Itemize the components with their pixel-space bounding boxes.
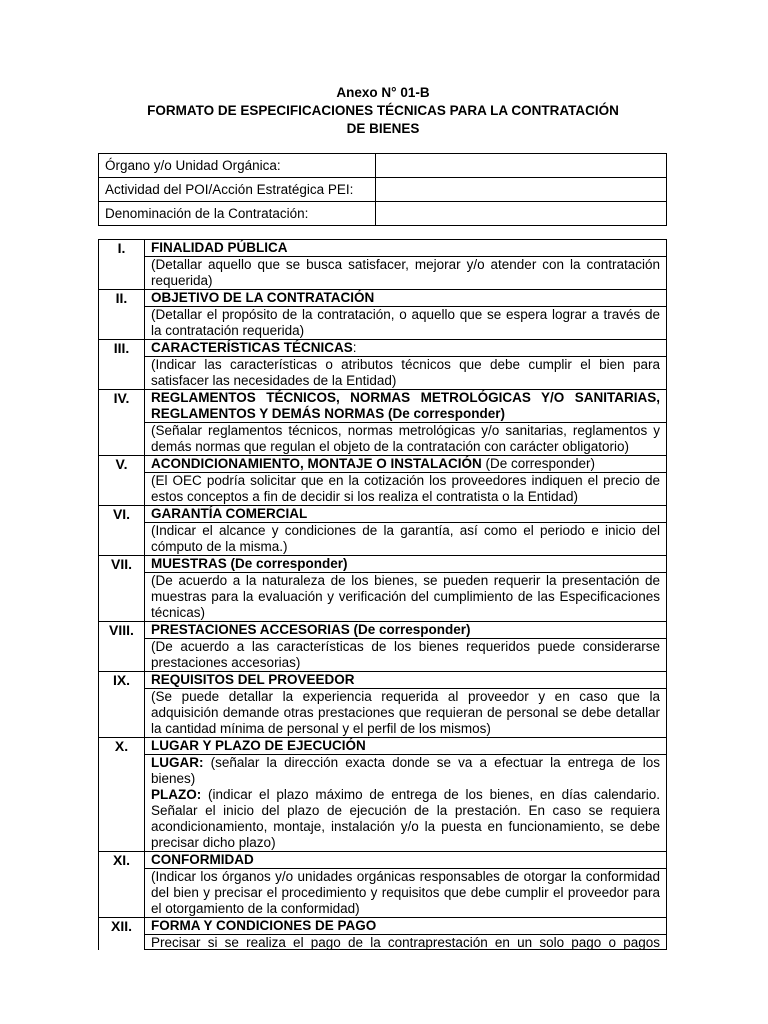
- section-description: (Detallar el propósito de la contratación, o aquello que se espera lograr a través de la contratación requerida): [145, 307, 667, 340]
- section-description-cell: [145, 935, 667, 950]
- section-title: REQUISITOS DEL PROVEEDOR: [145, 672, 667, 689]
- section-description: (Indicar las características o atributos técnicos que debe cumplir el bien para satisfacer las necesidades de la Entidad): [145, 357, 667, 390]
- info-value-field[interactable]: [376, 154, 667, 178]
- section-title: REGLAMENTOS TÉCNICOS, NORMAS METROLÓGICAS Y/O SANITARIAS, REGLAMENTOS Y DEMÁS NORMAS (De corresponder): [145, 390, 667, 423]
- plazo-text: (indicar el plazo máximo de entrega de los bienes, en días calendario. Señalar el inicio del plazo de ejecución de la prestación. En caso se requiera acondicionamiento, montaje, instalación y/o la puesta en funcionamiento, se debe precisar dicho plazo): [151, 787, 660, 850]
- document-title-line1: FORMATO DE ESPECIFICACIONES TÉCNICAS PARA LA CONTRATACIÓN: [147, 103, 619, 118]
- section-title-row: [99, 240, 667, 257]
- section-title-row: [99, 456, 667, 473]
- section-description: (Indicar el alcance y condiciones de la garantía, así como el periodo e inicio del cómputo de la misma.): [145, 523, 667, 556]
- section-desc-row: [99, 523, 667, 556]
- section-number: VIII.: [99, 622, 145, 672]
- info-table: [98, 153, 667, 226]
- section-title: PRESTACIONES ACCESORIAS (De corresponder): [145, 622, 667, 639]
- section-desc-row: [99, 473, 667, 506]
- info-value-field[interactable]: [376, 202, 667, 226]
- section-number: XI.: [99, 852, 145, 918]
- section-title: FORMA Y CONDICIONES DE PAGO: [145, 918, 667, 935]
- section-desc-row: [99, 869, 667, 918]
- section-title-row: [99, 290, 667, 307]
- section-number: IX.: [99, 672, 145, 738]
- section-title: ACONDICIONAMIENTO, MONTAJE O INSTALACIÓN: [151, 456, 482, 471]
- section-title-row: [99, 852, 667, 869]
- plazo-label: PLAZO:: [151, 787, 202, 802]
- lugar-label: LUGAR:: [151, 755, 204, 770]
- section-description: (Detallar aquello que se busca satisfacer, mejorar y/o atender con la contratación requerida): [145, 257, 667, 290]
- section-desc-row: [99, 307, 667, 340]
- section-title-row: [99, 738, 667, 755]
- document-heading: [98, 84, 668, 138]
- info-label: Actividad del POI/Acción Estratégica PEI:: [99, 178, 376, 202]
- section-desc-row: [99, 357, 667, 390]
- section-title: MUESTRAS (De corresponder): [145, 556, 667, 573]
- section-desc-row: [99, 573, 667, 622]
- section-desc-row: [99, 639, 667, 672]
- info-row: [99, 178, 667, 202]
- section-title-row: [99, 390, 667, 423]
- section-number: VI.: [99, 506, 145, 556]
- section-title-row: [99, 622, 667, 639]
- section-title-cell: [145, 340, 667, 357]
- section-title-row: [99, 556, 667, 573]
- info-label: Órgano y/o Unidad Orgánica:: [99, 154, 376, 178]
- section-number: VII.: [99, 556, 145, 622]
- section-desc-row: [99, 935, 667, 950]
- section-title-suffix: :: [352, 340, 357, 355]
- section-title-row: [99, 672, 667, 689]
- section-title: CARACTERÍSTICAS TÉCNICAS: [151, 340, 353, 355]
- section-desc-row: [99, 257, 667, 290]
- section-title-suffix: (De corresponder): [481, 456, 596, 471]
- section-description: (Señalar reglamentos técnicos, normas metrológicas y/o sanitarias, reglamentos y demás normas que regulan el objeto de la contratación con carácter obligatorio): [145, 423, 667, 456]
- section-title-row: [99, 506, 667, 523]
- lugar-text: (señalar la dirección exacta donde se va a efectuar la entrega de los bienes): [151, 755, 660, 786]
- section-number: I.: [99, 240, 145, 290]
- section-description: Precisar si se realiza el pago de la contraprestación en un solo pago o pagos: [151, 935, 660, 949]
- section-number: XII.: [99, 918, 145, 950]
- section-description: (De acuerdo a las características de los bienes requeridos puede considerarse prestaciones accesorias): [145, 639, 667, 672]
- info-row: [99, 202, 667, 226]
- section-title: LUGAR Y PLAZO DE EJECUCIÓN: [145, 738, 667, 755]
- section-number: V.: [99, 456, 145, 506]
- info-label: Denominación de la Contratación:: [99, 202, 376, 226]
- section-desc-row: [99, 755, 667, 852]
- section-number: X.: [99, 738, 145, 852]
- section-description: (El OEC podría solicitar que en la cotización los proveedores indiquen el precio de estos conceptos a fin de decidir si los realiza el contratista o la Entidad): [145, 473, 667, 506]
- section-desc-row: [99, 423, 667, 456]
- info-value-field[interactable]: [376, 178, 667, 202]
- section-description: (De acuerdo a la naturaleza de los bienes, se pueden requerir la presentación de muestras para la evaluación y verificación del cumplimiento de las Especificaciones técnicas): [145, 573, 667, 622]
- section-description-cell: [145, 755, 667, 852]
- section-description: (Se puede detallar la experiencia requerida al proveedor y en caso que la adquisición demande otras prestaciones que requieran de personal se debe detallar la cantidad mínima de personal y el perfil de los mismos): [145, 689, 667, 738]
- section-title-row: [99, 340, 667, 357]
- info-row: [99, 154, 667, 178]
- section-title: GARANTÍA COMERCIAL: [145, 506, 667, 523]
- section-desc-row: [99, 689, 667, 738]
- section-title: CONFORMIDAD: [145, 852, 667, 869]
- section-number: III.: [99, 340, 145, 390]
- section-title-cell: [145, 456, 667, 473]
- plazo-paragraph: [151, 787, 660, 851]
- section-number: II.: [99, 290, 145, 340]
- specifications-table: [98, 239, 667, 950]
- document-title-line2: DE BIENES: [346, 121, 420, 136]
- section-number: IV.: [99, 390, 145, 456]
- section-title-row: [99, 918, 667, 935]
- lugar-paragraph: [151, 755, 660, 787]
- section-title: FINALIDAD PÚBLICA: [145, 240, 667, 257]
- section-description: (Indicar los órganos y/o unidades orgánicas responsables de otorgar la conformidad del bien y precisar el procedimiento y requisitos que debe cumplir el proveedor para el otorgamiento de la conformidad): [145, 869, 667, 918]
- annex-number: Anexo N° 01-B: [336, 85, 430, 100]
- section-title: OBJETIVO DE LA CONTRATACIÓN: [145, 290, 667, 307]
